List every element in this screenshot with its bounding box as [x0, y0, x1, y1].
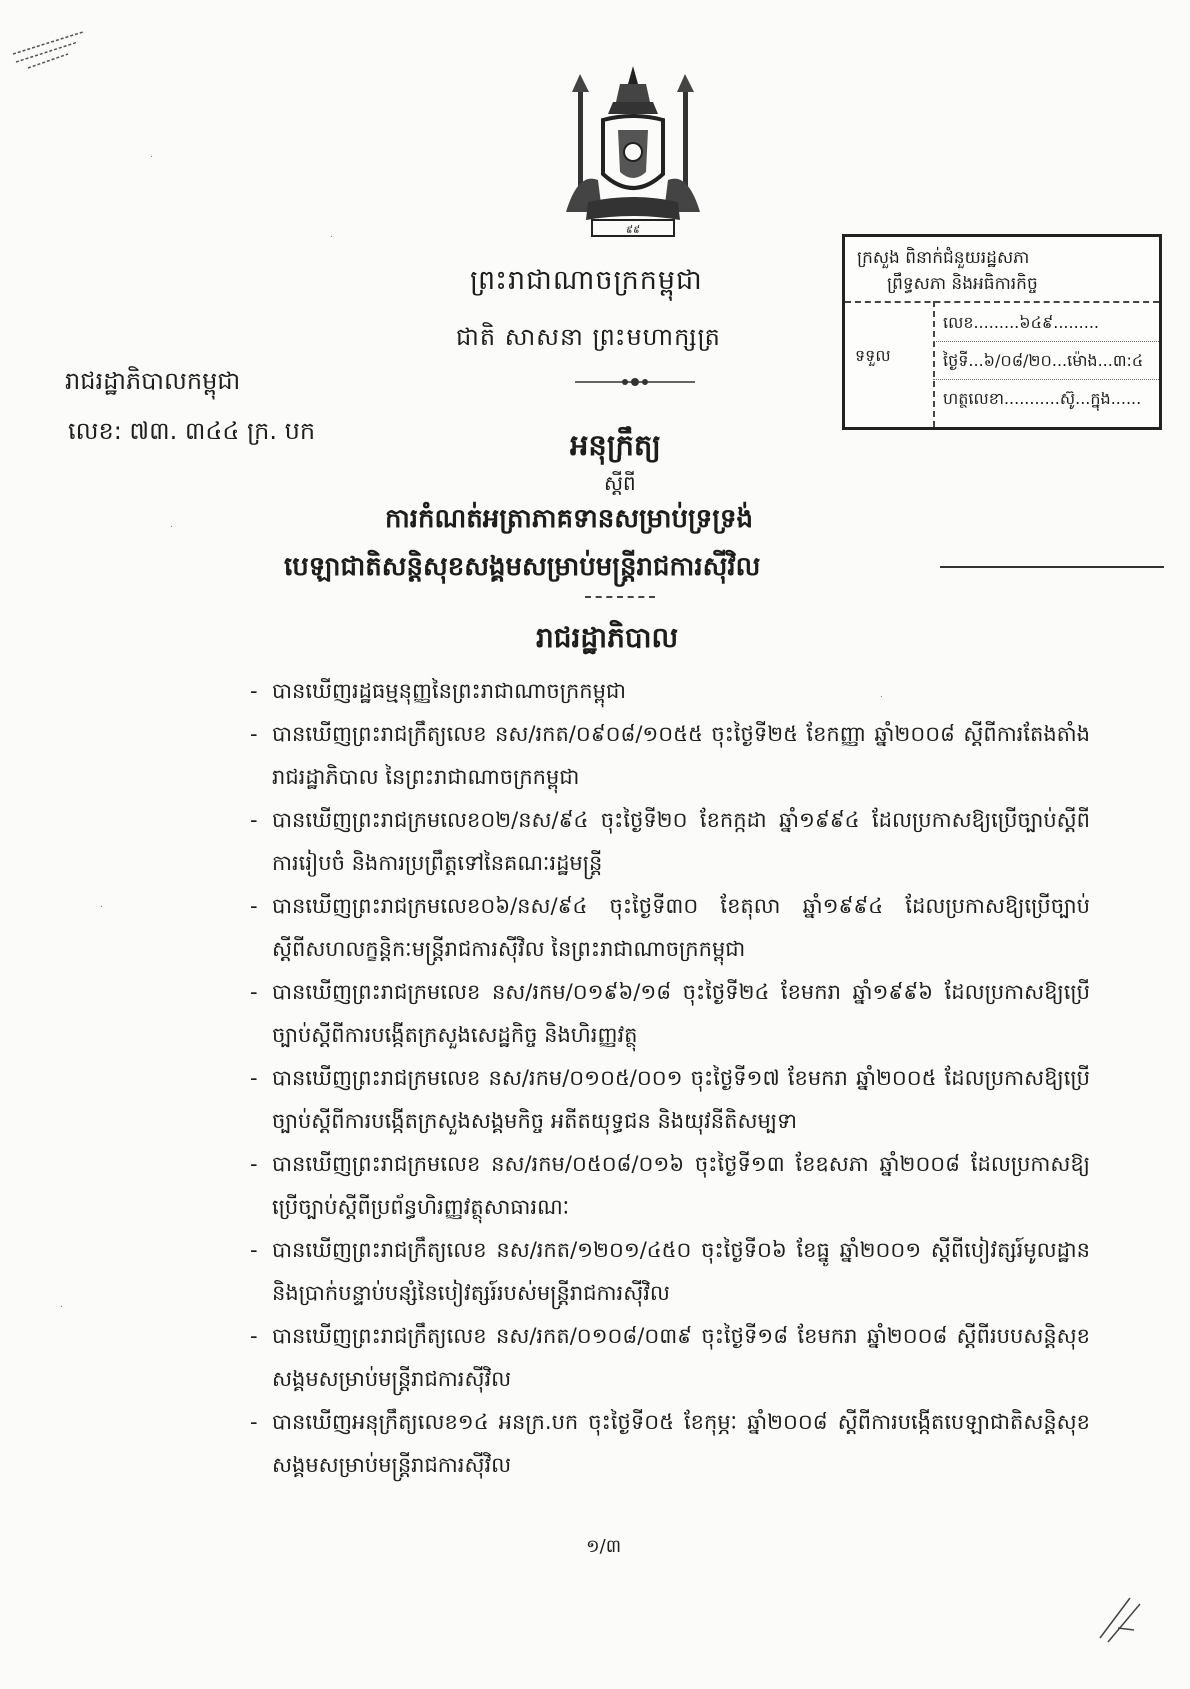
stamp-received-cell [845, 301, 935, 427]
preamble-clause: - បានឃើញព្រះរាជក្រឹត្យលេខ នស/រកត/០៩០៨/១០៥៥ ចុះថ្ងៃទី២៥ ខែកញ្ញា ឆ្នាំ២០០៨ ស្តីពីការតែងតាំងរាជរដ្ឋាភិបាល នៃព្រះរាជាណាចក្រកម្ពុជា [250, 713, 1090, 799]
preamble-clause: - បានឃើញអនុក្រឹត្យលេខ១៤ អនក្រ.បក ចុះថ្ងៃទី០៥ ខែកុម្ភៈ ឆ្នាំ២០០៨ ស្តីពីការបង្កើតបេឡាជាតិសន្តិសុខសង្គមសម្រាប់មន្ត្រីរាជការស៊ីវិល [250, 1401, 1090, 1487]
receipt-stamp [842, 234, 1162, 430]
divider-ornament-icon [575, 374, 695, 390]
royal-coat-of-arms-icon [558, 62, 708, 248]
scan-speck: . [60, 1300, 63, 1310]
scan-speck: . [150, 150, 153, 160]
preamble-clauses [250, 670, 1090, 1487]
stamp-received-label: ទទួល [855, 346, 891, 365]
document-type-title: អនុក្រឹត្យ [570, 428, 661, 462]
document-number: លេខ: ៧៣. ៣៤៤ ក្រ. បក [68, 417, 316, 445]
about-label: ស្តីពី [604, 471, 636, 495]
preamble-clause: - បានឃើញព្រះរាជក្រមលេខ០២/នស/៩៤ ចុះថ្ងៃទី២០ ខែកក្កដា ឆ្នាំ១៩៩៤ ដែលប្រកាសឱ្យប្រើច្បាប់ស្តីពីការរៀបចំ និងការប្រព្រឹត្តទៅនៃគណៈរដ្ឋមន្ត្រី [250, 799, 1090, 885]
issuer-name: រាជរដ្ឋាភិបាលកម្ពុជា [65, 367, 241, 395]
stamp-signature-line: ហត្ថលេខា...........ស៊ូ...ក្នុង...... [943, 389, 1142, 408]
preamble-clause: - បានឃើញព្រះរាជក្រមលេខ នស/រកម/០១០៥/០០១ ចុះថ្ងៃទី១៧ ខែមករា ឆ្នាំ២០០៥ ដែលប្រកាសឱ្យប្រើច្បាប់ស្តីពីការបង្កើតក្រសួងសង្គមកិច្ច អតីតយុទ្ធជន និងយុវនីតិសម្បទា [250, 1057, 1090, 1143]
handwritten-scribble-icon [1090, 1588, 1150, 1648]
preamble-clause: - បានឃើញព្រះរាជក្រឹត្យលេខ នស/រកត/០១០៨/០៣៩ ចុះថ្ងៃទី១៨ ខែមករា ឆ្នាំ២០០៨ ស្តីពីរបបសន្តិសុខសង្គមសម្រាប់មន្ត្រីរាជការស៊ីវិល [250, 1315, 1090, 1401]
scan-speck: . [100, 900, 103, 910]
preamble-clause: - បានឃើញព្រះរាជក្រមលេខ នស/រកម/០៥០៨/០១៦ ចុះថ្ងៃទី១៣ ខែឧសភា ឆ្នាំ២០០៨ ដែលប្រកាសឱ្យប្រើច្បាប់ស្តីពីប្រព័ន្ធហិរញ្ញវត្ថុសាធារណៈ [250, 1143, 1090, 1229]
page-number: ១/៣ [586, 1536, 622, 1557]
stamp-date-line: ថ្ងៃទី...៦/០៨/២០...ម៉ោង...៣:៤ [933, 343, 1159, 380]
stamp-header [845, 237, 1159, 303]
scan-speck: . [170, 520, 173, 530]
preamble-clause: - បានឃើញព្រះរាជក្រឹត្យលេខ នស/រកត/១២០១/៤៥០ ចុះថ្ងៃទី០៦ ខែធ្នូ ឆ្នាំ២០០១ ស្តីពីបៀវត្សរ៍មូលដ្ឋាន និងប្រាក់បន្ទាប់បន្សំនៃបៀវត្សរ៍របស់មន្ត្រីរាជការស៊ីវិល [250, 1229, 1090, 1315]
scan-speck: . [330, 230, 333, 240]
stamp-org-line2: ព្រឹទ្ធសភា និងអធិការកិច្ច [887, 274, 1038, 294]
kingdom-title: ព្រះរាជាណាចក្រកម្ពុជា [470, 265, 703, 296]
body-heading: រាជរដ្ឋាភិបាល [536, 621, 679, 654]
title-separator [585, 596, 655, 600]
preamble-clause: - បានឃើញព្រះរាជក្រមលេខ០៦/នស/៩៤ ចុះថ្ងៃទី៣០ ខែតុលា ឆ្នាំ១៩៩៤ ដែលប្រកាសឱ្យប្រើច្បាប់ស្តីពីសហលក្ខន្តិកៈមន្ត្រីរាជការស៊ីវិល នៃព្រះរាជាណាចក្រកម្ពុជា [250, 885, 1090, 971]
scan-speck: . [880, 690, 883, 700]
corner-pen-mark-icon [8, 24, 88, 74]
stamp-number-line: លេខ.........៦៤៩......... [933, 305, 1159, 342]
national-motto: ជាតិ សាសនា ព្រះមហាក្សត្រ [456, 323, 721, 351]
subject-line-1: ការកំណត់អត្រាភាគទានសម្រាប់ទ្រទ្រង់ [385, 504, 754, 534]
subject-rule [940, 566, 1164, 568]
stamp-org-line1: ក្រសួង ពិនាក់ជំនួយរដ្ឋសភា [857, 248, 1030, 268]
emblem-banner-text: ៩៩ [625, 225, 641, 236]
preamble-clause: - បានឃើញរដ្ឋធម្មនុញ្ញនៃព្រះរាជាណាចក្រកម្ពុជា [250, 670, 1090, 713]
subject-line-2: បេឡាជាតិសន្តិសុខសង្គមសម្រាប់មន្ត្រីរាជការស៊ីវិល [284, 552, 761, 582]
preamble-clause: - បានឃើញព្រះរាជក្រមលេខ នស/រកម/០១៩៦/១៨ ចុះថ្ងៃទី២៤ ខែមករា ឆ្នាំ១៩៩៦ ដែលប្រកាសឱ្យប្រើច្បាប់ស្តីពីការបង្កើតក្រសួងសេដ្ឋកិច្ច និងហិរញ្ញវត្ថុ [250, 971, 1090, 1057]
